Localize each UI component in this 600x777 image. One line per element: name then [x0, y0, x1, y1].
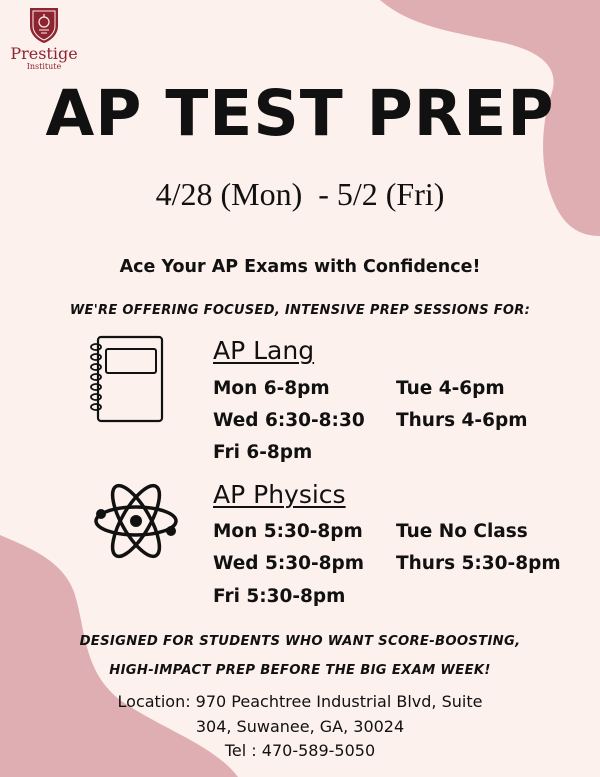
date-range: 4/28 (Mon) - 5/2 (Fri)	[155, 176, 445, 212]
session-ap-lang-thurs: Thurs 4-6pm	[396, 410, 528, 431]
session-ap-lang-tue: Tue 4-6pm	[396, 378, 505, 399]
session-ap-physics-thurs: Thurs 5:30-8pm	[396, 553, 561, 574]
session-ap-physics-wed: Wed 5:30-8pm	[213, 553, 365, 574]
offering-heading: WE'RE OFFERING FOCUSED, INTENSIVE PREP SESSIONS FOR:	[69, 303, 531, 318]
session-ap-lang-wed: Wed 6:30-8:30	[213, 410, 365, 431]
session-ap-physics-mon: Mon 5:30-8pm	[213, 521, 363, 542]
closing-line-2: HIGH-IMPACT PREP BEFORE THE BIG EXAM WEEK!	[109, 663, 491, 678]
course-title-ap-lang: AP Lang	[213, 336, 315, 365]
crest-icon	[28, 6, 60, 44]
session-ap-lang-mon: Mon 6-8pm	[213, 378, 330, 399]
page-title: AP TEST PREP	[45, 77, 555, 150]
session-ap-lang-fri: Fri 6-8pm	[213, 442, 313, 463]
location-line-1: Location: 970 Peachtree Industrial Blvd, Suite	[117, 692, 483, 711]
atom-icon	[93, 478, 179, 564]
closing-message	[0, 627, 600, 685]
notebook-icon	[88, 333, 168, 425]
session-ap-physics-fri: Fri 5:30-8pm	[213, 586, 346, 607]
location-line-2: 304, Suwanee, GA, 30024	[195, 717, 405, 736]
logo-name: Prestige	[10, 44, 78, 63]
telephone: Tel : 470-589-5050	[224, 741, 376, 760]
session-ap-physics-tue: Tue No Class	[396, 521, 528, 542]
logo	[4, 6, 84, 71]
logo-subtitle: Institute	[26, 62, 62, 71]
tagline: Ace Your AP Exams with Confidence!	[119, 257, 481, 277]
closing-line-1: DESIGNED FOR STUDENTS WHO WANT SCORE-BOOSTING,	[79, 634, 521, 649]
course-title-ap-physics: AP Physics	[213, 480, 346, 509]
